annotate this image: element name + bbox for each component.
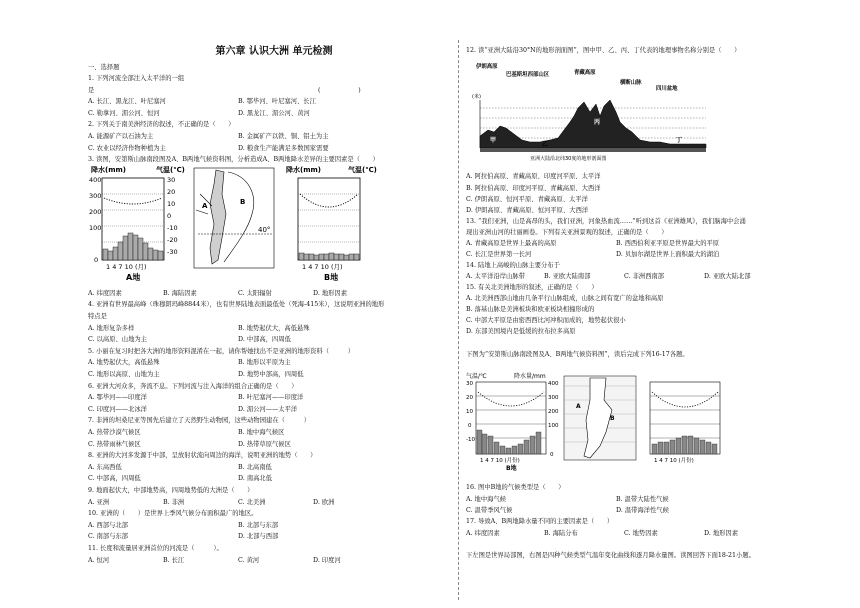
label-jia: 甲 <box>490 137 497 144</box>
left-line <box>88 497 109 509</box>
right-line-text: C. 伊朗高原、恒河平原、青藏高原、太平洋 <box>466 196 588 203</box>
right-line <box>466 528 500 540</box>
right-line <box>466 349 689 361</box>
left-line <box>88 404 147 416</box>
q16-map-b: B <box>610 415 615 422</box>
option-b3: D. 地形因素 <box>313 289 348 297</box>
tick-200: 200 <box>89 208 102 216</box>
map-b: B <box>240 198 246 206</box>
left-line <box>88 439 141 451</box>
section-heading: 一、选择题 <box>88 64 120 71</box>
right-line <box>466 516 613 528</box>
right-line-text: D. 东部美国境内是低缓的拉布拉多高原 <box>466 328 576 335</box>
option-b: D. 热带草原气候区 <box>238 440 291 448</box>
left-line <box>88 73 184 85</box>
profile-figure-q12 <box>470 56 708 162</box>
right-line-text: D. 伊朗高原、青藏高原、恒河平原、大西洋 <box>466 207 589 214</box>
option-b2: C. 地势因素 <box>624 530 658 537</box>
climate-chart-q3 <box>88 164 388 286</box>
left-line <box>88 85 94 97</box>
left-line-text: 10. 亚洲的（ ）是世界上季风气候分布面积最广的地区。 <box>88 510 258 518</box>
right-line <box>466 183 601 195</box>
left-line <box>88 311 107 323</box>
option-b2: C. 太阳辐射 <box>238 289 272 297</box>
left-line <box>88 288 122 300</box>
option-b: D. 温带海洋性气候 <box>616 507 669 514</box>
option-b2: C. 北美洲 <box>238 498 266 506</box>
option-b: D. 北部与西部 <box>238 533 279 541</box>
option-b: B. 北高南低 <box>238 463 272 471</box>
temp-label: 气温(℃) <box>156 166 185 174</box>
q16-lt-4: -10 <box>466 437 475 443</box>
option-b: B. 温带大陆性气候 <box>616 496 669 503</box>
right-line <box>466 315 626 327</box>
left-line-text: 9. 地面起伏大，中部地势高，四周地势低的大洲是（ ） <box>88 487 254 494</box>
option-b1: B. 非洲 <box>163 498 185 506</box>
option-b: B. 金属矿产以铁、铜、铝土为主 <box>238 133 329 140</box>
left-line <box>88 473 141 485</box>
left-line <box>88 508 257 520</box>
tick-100: 100 <box>89 224 102 232</box>
divider <box>458 40 459 600</box>
left-line <box>88 369 160 381</box>
left-line-text: A. 东高西低 <box>88 463 122 471</box>
left-line <box>88 108 160 120</box>
left-line-text: A. 能源矿产以石油为主 <box>88 133 154 140</box>
tick-0r: 0 <box>167 212 172 220</box>
right-line <box>466 205 588 217</box>
right-line <box>466 216 746 228</box>
y-unit: (米) <box>472 94 481 100</box>
q16-cap: B地 <box>506 465 517 472</box>
right-line <box>466 494 506 506</box>
left-line <box>88 381 298 393</box>
left-line-text: 4. 亚洲有世界最高峰（珠穆朗玛峰8844米），也有世界陆地表面最低处（死海-415米），这说明亚洲的地形 <box>88 301 385 309</box>
profile-caption: 亚洲大陆沿北纬30度的地形剖面图 <box>530 156 607 162</box>
left-line <box>88 131 153 143</box>
right-line <box>466 171 601 183</box>
left-line <box>88 96 166 108</box>
left-line-text: C. 农业以经济作物种植为主 <box>88 144 166 152</box>
left-line-text: 5. 小丽在复习时把各大洲的地形资料混淆在一起，请你帮她找出不是亚洲的地形资料（ ） <box>88 347 355 355</box>
left-line-text: 特点是 <box>88 313 107 320</box>
left-line-text: C. 中部高，四周低 <box>88 475 141 483</box>
lat-label: 40° <box>258 226 271 234</box>
tick-m20: -20 <box>167 236 178 244</box>
right-line-text: B. 阿拉伯高原、印度河平原、青藏高原、大西洋 <box>466 185 601 192</box>
option-b: B. 西西伯利亚平原是世界最大的平原 <box>616 240 720 247</box>
left-line <box>88 485 253 497</box>
option-b: B. 叶尼塞河——印度洋 <box>238 394 304 402</box>
right-line <box>466 326 576 338</box>
tick-10: 10 <box>167 200 176 208</box>
option-b2: C. 黄河 <box>238 556 260 564</box>
left-line <box>88 299 384 311</box>
temp-label-b: 气温(℃) <box>348 166 377 174</box>
right-line <box>466 482 565 494</box>
right-line-text: C. 中部大平原是由密西西比河冲积而成的，地势起伏很小 <box>466 317 626 324</box>
left-line-text: 6. 亚洲大河众多，奔流不息。下列河流与注入海洋的组合正确的是（ ） <box>88 382 298 390</box>
left-line <box>88 143 166 155</box>
precip-label: 降水(mm) <box>91 166 126 174</box>
right-line-text: 下左图是世界局部图，右图是四种气候类型气温年变化曲线和逐月降水量图。读图回答下面18-21小题。 <box>466 552 755 559</box>
left-line <box>88 462 122 474</box>
option-b: D. 贝加尔湖是世界上面积最大的湖泊 <box>616 251 720 258</box>
right-line-text: A. 地中海气候 <box>466 496 507 503</box>
left-line-text: 3. 读图，安第斯山脉南段图及A、B两地气候资料图，分析造成A、B两地降水差异的主要因素是（ ） <box>88 156 379 164</box>
tick-m30: -30 <box>167 248 178 256</box>
caption-b: B地 <box>324 273 339 282</box>
left-line-text: 1. 下列河流全部注入太平洋的一组 <box>88 75 185 82</box>
right-line-text: 14. 陆地上高峻的山脉主要分布于 <box>466 262 560 269</box>
option-b1: B. 亚欧大陆南部 <box>544 273 591 280</box>
top-label-1: 伊朗高原 <box>476 64 498 70</box>
left-line-text: 8. 亚洲的大河多发源于中部，呈放射状流向周边的海洋，说明亚洲的地势（ ） <box>88 452 317 460</box>
right-line <box>466 505 512 517</box>
right-line-text: A. 青藏高原是世界上最高的高原 <box>466 240 557 247</box>
option-b: D. 黑龙江、湄公河、黄河 <box>238 109 310 117</box>
left-line-text: C. 地形以高原、山地为主 <box>88 371 160 378</box>
q16-lt-2: 10 <box>466 409 473 415</box>
left-line-text: A. 西部与北部 <box>88 521 129 529</box>
option-b: B. 地势起伏大，高低悬殊 <box>238 324 310 332</box>
left-line <box>88 357 160 369</box>
left-line <box>88 531 128 543</box>
left-line-text: A. 鄂毕河——印度洋 <box>88 394 147 402</box>
q16-rt-3: 100 <box>548 423 559 429</box>
q16-temp-label: 气温/℃ <box>466 373 487 380</box>
right-line <box>466 293 663 305</box>
right-line-text: 15. 有关北美洲地形的叙述，正确的是（ ） <box>466 284 598 291</box>
left-line <box>88 427 141 439</box>
climate-chart-q16 <box>466 370 738 472</box>
option-b: B. 鄂毕河、叶尼塞河、长江 <box>238 98 316 106</box>
left-line <box>88 450 316 462</box>
left-line-text: 11. 长度和流量居亚洲首位的河流是（ ）。 <box>88 545 223 552</box>
right-line <box>466 194 588 206</box>
right-line-text: 17. 导致A、B两地降水量不同的主要因素是（ ） <box>466 518 614 525</box>
left-line-text: A. 亚洲 <box>88 498 110 506</box>
q16-rt-0: 400 <box>548 381 559 387</box>
right-line-text: C. 长江是世界第一长河 <box>466 251 532 258</box>
left-line <box>88 119 235 131</box>
option-b2: C. 非洲西南部 <box>624 273 665 280</box>
option-b: B. 地中海气候区 <box>238 429 285 436</box>
left-line <box>88 334 147 346</box>
q16-lt-1: 20 <box>466 395 473 401</box>
left-line-text: A. 长江、黑龙江、叶尼塞河 <box>88 98 166 106</box>
option-b3: D. 欧洲 <box>313 498 335 506</box>
right-line-text: C. 温带季风气候 <box>466 507 513 514</box>
right-line <box>466 304 594 316</box>
right-line <box>466 260 560 272</box>
tick-20: 20 <box>167 188 176 196</box>
x-ticks-b: 1 4 7 10 (月) <box>302 263 343 271</box>
left-line <box>88 520 128 532</box>
q16-x-ticks-2: 1 4 7 10 (月份) <box>654 458 694 464</box>
right-line-text: 12. 读“亚洲大陆沿30°N的地形剖面图”，图中甲、乙、丙、丁代表的地理事物名称分别是（ ） <box>466 47 741 54</box>
left-line-text: C. 以高原、山地为主 <box>88 336 147 344</box>
map-a: A <box>202 202 208 210</box>
right-line-text: A. 阿拉伯高原、青藏高原、印度河平原、太平洋 <box>466 173 601 180</box>
right-line-text: A. 纬度因素 <box>466 530 500 537</box>
left-line-text: A. 恒河 <box>88 556 110 564</box>
option-b1: B. 海陆因素 <box>163 289 197 297</box>
left-line <box>88 323 134 335</box>
right-line <box>466 238 556 250</box>
top-label-4: 横断山脉 <box>620 80 642 86</box>
left-line-text: C. 南部与东部 <box>88 533 129 541</box>
option-b: D. 地势中部高，四周低 <box>238 371 304 378</box>
left-line-text: C. 勒拿河、湄公河、恒河 <box>88 109 160 117</box>
q16-rt-4: 0 <box>550 452 554 458</box>
left-line <box>88 346 354 358</box>
option-b: B. 地形以平原为主 <box>238 359 291 367</box>
q16-x-ticks: 1 4 7 10 (月份) <box>480 458 520 464</box>
q16-rt-1: 300 <box>548 395 559 401</box>
option-b: B. 北部与东部 <box>238 521 279 529</box>
right-line <box>466 227 668 239</box>
option-b3: D. 亚欧大陆北部 <box>704 273 751 280</box>
label-bing: 丙 <box>594 119 601 126</box>
option-b: D. 粮食生产能满足多数国家需要 <box>238 144 329 152</box>
q16-rt-2: 200 <box>548 409 559 415</box>
q16-lt-3: 0 <box>468 423 472 429</box>
left-line-text: A. 热带沙漠气候区 <box>88 429 141 436</box>
option-b: D. 湄公河——太平洋 <box>238 405 298 413</box>
right-line-text: A. 北美洲西部山地由几条平行山脉组成，山脉之间有宽广的盆地和高原 <box>466 295 664 302</box>
right-line-text: 下图为“安第斯山脉南段图及A、B两地气候资料图”，读后完成下列16-17各题。 <box>466 351 689 358</box>
top-label-5: 四川盆地 <box>656 86 678 92</box>
q16-precip-label: 降水量/mm <box>514 373 546 380</box>
left-line-text: A. 地势起伏大，高低悬殊 <box>88 359 160 367</box>
label-yi: 乙 <box>542 141 549 148</box>
tick-m10: -10 <box>167 224 178 232</box>
right-line <box>466 282 598 294</box>
left-line-text: 2. 下列关于南美洲经济的叙述，不正确的是（ ） <box>88 121 235 129</box>
option-b: D. 中部高，四周低 <box>238 336 291 344</box>
left-line <box>88 415 310 427</box>
right-line <box>466 249 531 261</box>
top-label-2: 巴基斯坦西部山区 <box>506 72 550 78</box>
right-line-text: A. 太平洋沿岸山脉带 <box>466 273 525 280</box>
tick-0: 0 <box>94 256 99 264</box>
top-label-3: 青藏高原 <box>574 70 596 76</box>
caption-a: A地 <box>126 273 141 282</box>
tick-30: 30 <box>167 176 176 184</box>
option-b1: B. 海陆分布 <box>544 530 578 537</box>
x-ticks: 1 4 7 10 (月) <box>106 263 147 271</box>
left-line <box>88 543 223 555</box>
q16-lt-0: 30 <box>466 381 473 387</box>
right-line-text: 16. 图中B地的气候类型是（ ） <box>466 484 565 491</box>
left-line <box>88 555 109 567</box>
option-b3: D. 印度河 <box>313 556 341 564</box>
left-line-text: C. 热带雨林气候区 <box>88 440 141 448</box>
q16-map-a: A <box>576 403 581 410</box>
label-ding: 丁 <box>676 137 683 144</box>
tick-400: 400 <box>89 176 102 184</box>
andes-map <box>194 168 274 268</box>
option-b: ( ) <box>318 86 361 94</box>
left-line-text: 7. 非洲的坦桑尼亚等国先后建立了天然野生动物园，这些动物园建在（ ） <box>88 417 311 425</box>
tick-300: 300 <box>89 192 102 200</box>
page-title: 第六章 认识大洲 单元检测 <box>215 46 333 57</box>
right-line <box>466 271 525 283</box>
left-line-text: C. 印度河——北冰洋 <box>88 405 147 413</box>
left-line-text: 是 <box>88 86 95 94</box>
left-line-text: A. 地形复杂多样 <box>88 324 135 332</box>
option-b3: D. 地形因素 <box>704 530 739 537</box>
option-b: D. 南高北低 <box>238 475 273 483</box>
left-line <box>88 392 147 404</box>
right-line-text: 13. “我们亚洲，山是高昂的头，我们亚洲，河象热血流……”听到这首《亚洲雄风》，我们脑海中会涌 <box>466 218 746 225</box>
right-line <box>466 45 740 57</box>
right-line-text: B. 落基山脉是美洲板块和欧亚板块相撞形成的 <box>466 306 595 313</box>
left-line-text: A. 纬度因素 <box>88 289 122 297</box>
option-b1: B. 长江 <box>163 556 185 564</box>
right-line-text: 现出亚洲山河的壮丽画卷。下列有关亚洲景观的叙述，正确的是（ ） <box>466 229 668 236</box>
precip-label-b: 降水(mm) <box>286 166 321 174</box>
right-line <box>466 550 755 562</box>
